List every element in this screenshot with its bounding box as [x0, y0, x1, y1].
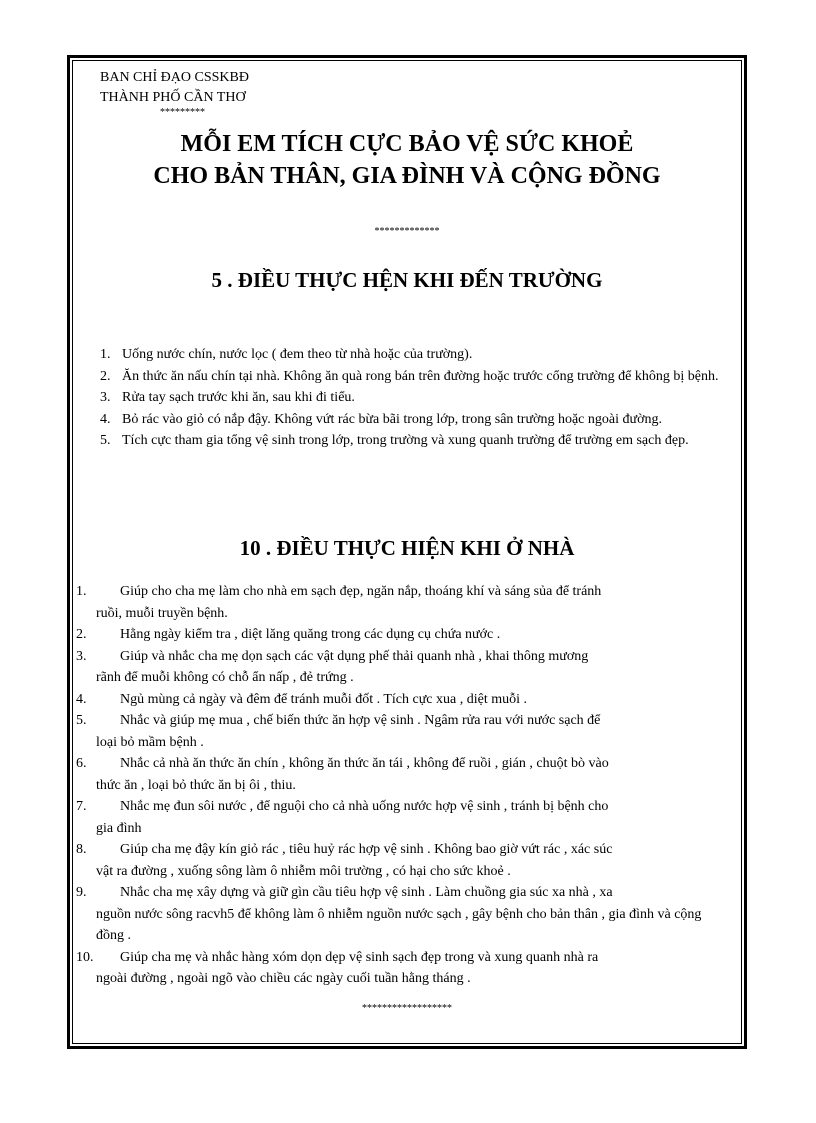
org-line-2: THÀNH PHỐ CẦN THƠ — [100, 90, 246, 105]
list-item: 5. Nhắc và giúp mẹ mua , chế biến thức ăn hợp vệ sinh . Ngâm rửa rau với nước sạch để loại bỏ mầm bệnh . — [76, 713, 601, 750]
list-item: 8. Giúp cha mẹ đậy kín giỏ rác , tiêu huỷ rác hợp vệ sinh . Không bao giờ vứt rác , xác súc vật ra đường , xuống sông làm ô nhiễm môi trường , có hại cho sức khoẻ . — [76, 842, 613, 879]
list-item: 2. Ăn thức ăn nấu chín tại nhà. Không ăn quà rong bán trên đường hoặc trước cổng trường để không bị bệnh. — [100, 368, 719, 384]
separator-top: ************* — [374, 226, 440, 237]
list-item: 3. Giúp và nhắc cha mẹ dọn sạch các vật dụng phế thải quanh nhà , khai thông mương rãnh để muỗi không có chỗ ẩn nấp , đẻ trứng . — [76, 648, 589, 685]
list-item: 10. Giúp cha mẹ và nhắc hàng xóm dọn dẹp vệ sinh sạch đẹp trong và xung quanh nhà ra ngoài đường , ngoài ngõ vào chiều các ngày cuối tuần hằng tháng . — [76, 949, 599, 986]
separator-bottom: ****************** — [362, 1003, 452, 1014]
list-item: 2. Hằng ngày kiểm tra , diệt lăng quăng trong các dụng cụ chứa nước . — [76, 627, 501, 642]
list-item: 6. Nhắc cả nhà ăn thức ăn chín , không ăn thức ăn tái , không để ruồi , gián , chuột bò vào thức ăn , loại bỏ thức ăn bị ôi , thiu. — [76, 756, 609, 793]
page-title — [72, 128, 742, 192]
list-item: 5. Tích cực tham gia tổng vệ sinh trong lớp, trong trường và xung quanh trường để trường em sạch đẹp. — [100, 433, 689, 448]
list-item: 3. Rửa tay sạch trước khi ăn, sau khi đi tiểu. — [100, 390, 355, 405]
list-item: 1. Giúp cho cha mẹ làm cho nhà em sạch đẹp, ngăn nắp, thoáng khí và sáng sủa để tránh ruồi, muỗi truyền bệnh. — [76, 584, 602, 621]
org-line-1: BAN CHỈ ĐẠO CSSKBĐ — [100, 70, 249, 85]
list-item: 9. Nhắc cha mẹ xây dựng và giữ gìn cầu tiêu hợp vệ sinh . Làm chuồng gia súc xa nhà , xa nguồn nước sông racvh5 để không làm ô nhiễm nguồn nước sạch , gây bệnh cho bản thân , gia đình và cộng đồng . — [76, 885, 702, 943]
section-heading-school: 5 . ĐIỀU THỰC HỆN KHI ĐẾN TRƯỜNG — [211, 268, 603, 292]
list-item: 7. Nhắc mẹ đun sôi nước , để nguội cho cả nhà uống nước hợp vệ sinh , tránh bị bệnh cho gia đình — [76, 799, 609, 836]
list-item: 1. Uống nước chín, nước lọc ( đem theo từ nhà hoặc của trường). — [100, 347, 473, 362]
list-item: 4. Ngủ mùng cả ngày và đêm để tránh muỗi đốt . Tích cực xua , diệt muỗi . — [76, 691, 528, 707]
home-rules-list — [76, 581, 731, 990]
list-item: 4. Bỏ rác vào giỏ có nắp đậy. Không vứt rác bừa bãi trong lớp, trong sân trường hoặc ngoài đường. — [100, 411, 662, 427]
school-rules-list — [100, 344, 728, 452]
title-line-1: MỖI EM TÍCH CỰC BẢO VỆ SỨC KHOẺ — [180, 131, 634, 157]
organization-header — [100, 68, 249, 118]
section-heading-home: 10 . ĐIỀU THỰC HIỆN KHI Ở NHÀ — [239, 536, 575, 560]
org-stars: ********* — [160, 107, 205, 118]
title-line-2: CHO BẢN THÂN, GIA ĐÌNH VÀ CỘNG ĐỒNG — [153, 163, 661, 189]
